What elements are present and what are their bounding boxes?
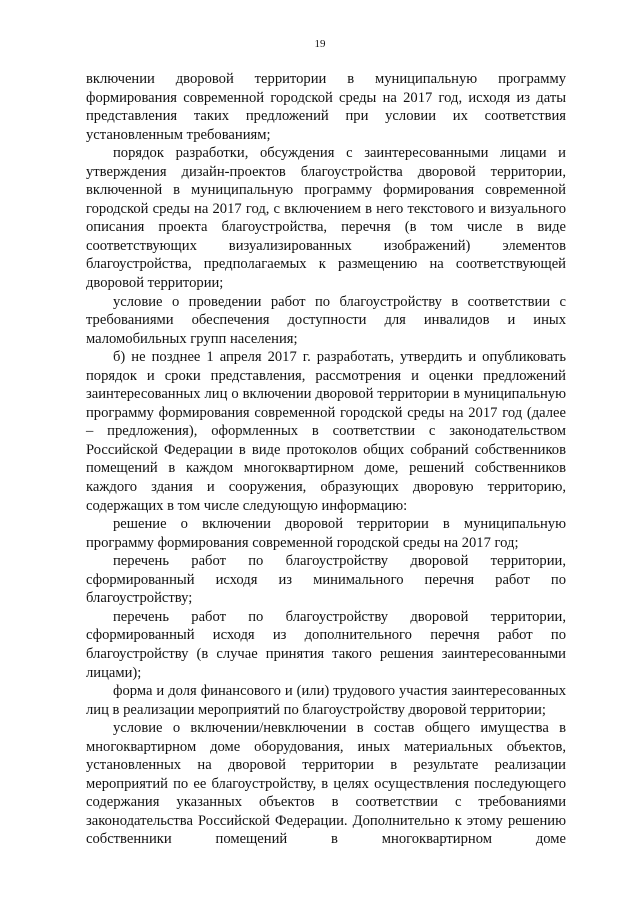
paragraph: форма и доля финансового и (или) трудового участия заинтересованных лиц в реализации мероприятий по благоустройству дворовой территории; [86, 683, 566, 718]
page-number: 19 [314, 38, 326, 50]
document-body [86, 70, 566, 849]
paragraph: перечень работ по благоустройству дворовой территории, сформированный исходя из дополнительного перечня работ по благоустройству (в случае принятия такого решения заинтересованными лицами); [86, 608, 566, 681]
paragraph: порядок разработки, обсуждения с заинтересованными лицами и утверждения дизайн-проектов благоустройства дворовой территории, включенной в муниципальную программу формирования современной городской среды на 2017 год, с включением в него текстового и визуального описания проекта благоустройства, перечня (в том числе в виде соответствующих визуализированных изображений) элементов благоустройства, предполагаемых к размещению на соответствующей дворовой территории; [86, 145, 566, 292]
paragraph: условие о включении/невключении в состав общего имущества в многоквартирном доме оборудования, иных материальных объектов, установленных на дворовой территории в результате реализации мероприятий по ее благоустройству, в целях осуществления последующего содержания указанных объектов в соответствии с требованиями законодательства Российской Федерации. Дополнительно к этому решению собственники помещений в многоквартирном доме [86, 720, 566, 848]
paragraph: перечень работ по благоустройству дворовой территории, сформированный исходя из минимального перечня работ по благоустройству; [86, 553, 566, 607]
paragraph: решение о включении дворовой территории в муниципальную программу формирования современной городской среды на 2017 год; [86, 516, 566, 551]
paragraph: условие о проведении работ по благоустройству в соответствии с требованиями обеспечения доступности для инвалидов и иных маломобильных групп населения; [86, 293, 566, 347]
paragraph: включении дворовой территории в муниципальную программу формирования современной городской среды на 2017 год, исходя из даты представления таких предложений при условии их соответствия установленным требованиям; [86, 71, 566, 143]
paragraph: б) не позднее 1 апреля 2017 г. разработать, утвердить и опубликовать порядок и сроки представления, рассмотрения и оценки предложений заинтересованных лиц о включении дворовой территории в муниципальную программу формирования современной городской среды на 2017 год (далее – предложения), оформленных в соответствии с законодательством Российской Федерации в виде протоколов общих собраний собственников помещений в каждом многоквартирном доме, решений собственников каждого здания и сооружения, образующих дворовую территорию, содержащих в том числе следующую информацию: [86, 349, 566, 514]
